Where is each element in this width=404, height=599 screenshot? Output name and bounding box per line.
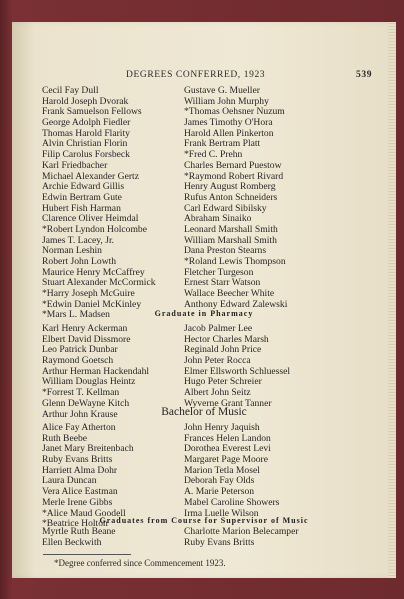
- names-column-right: [184, 86, 287, 310]
- name-entry: William John Murphy: [184, 95, 269, 107]
- name-entry: Dorothea Everest Levi: [184, 443, 271, 455]
- name-entry: Gustave G. Mueller: [184, 85, 260, 96]
- name-entry: Arthur Herman Hackendahl: [42, 365, 150, 377]
- name-entry: Frances Helen Landon: [184, 432, 271, 444]
- name-entry: Ellen Beckwith: [42, 536, 102, 548]
- name-entry: Marion Tetla Mosel: [184, 464, 260, 476]
- name-entry: Margaret Page Moore: [184, 454, 269, 466]
- name-entry: Michael Alexander Gertz: [42, 170, 139, 182]
- name-entry: Ruth Beebe: [42, 432, 88, 444]
- name-entry: James Timothy O'Hora: [184, 117, 273, 129]
- name-entry: *Robert Lyndon Holcombe: [42, 223, 147, 235]
- name-entry: *Beatrice Holton: [42, 518, 108, 530]
- name-entry: *Edwin Daniel McKinley: [42, 298, 142, 310]
- name-entry: Harold Allen Pinkerton: [184, 127, 274, 139]
- name-entry: *Fred C. Prehn: [184, 149, 243, 161]
- name-entry: Vera Alice Eastman: [42, 486, 118, 498]
- name-entry: *Forrest T. Kellman: [42, 387, 120, 399]
- name-entry: Mabel Caroline Showers: [184, 496, 280, 508]
- name-entry: Wallace Beecher White: [184, 288, 275, 300]
- names-column-left: [42, 423, 134, 530]
- name-entry: Robert John Lowth: [42, 256, 117, 267]
- name-entry: Janet Mary Breitenbach: [42, 443, 134, 455]
- name-entry: Alice Fay Atherton: [42, 422, 116, 433]
- name-entry: Cecil Fay Dull: [42, 85, 99, 96]
- name-entry: Leo Patrick Dunbar: [42, 344, 118, 356]
- name-entry: Harold Joseph Dvorak: [42, 95, 129, 107]
- name-entry: Ernest Starr Watson: [184, 277, 261, 289]
- section-title-supervisor: Graduates from Course for Supervisor of Music: [99, 516, 309, 525]
- name-entry: *Raymond Robert Rivard: [184, 170, 284, 182]
- names-column-left: [42, 527, 116, 548]
- name-entry: Jacob Palmer Lee: [184, 323, 253, 334]
- page-edge: [388, 22, 396, 578]
- name-entry: William Douglas Heintz: [42, 376, 136, 388]
- name-entry: John Henry Jaquish: [184, 422, 260, 433]
- name-entry: Elbert David Dissmore: [42, 333, 131, 345]
- name-entry: Hubert Fish Harman: [42, 202, 121, 214]
- names-column-right: [184, 324, 290, 410]
- name-entry: *Roland Lewis Thompson: [184, 256, 286, 267]
- name-entry: Hector Charles Marsh: [184, 333, 269, 345]
- name-entry: Karl Friedbacher: [42, 159, 108, 171]
- name-entry: Ruby Evans Britts: [42, 454, 113, 466]
- section-title-pharmacy: Graduate in Pharmacy: [154, 309, 254, 318]
- name-entry: *Alice Maud Goodell: [42, 507, 126, 519]
- name-entry: *Thomas Oehsner Nuzum: [184, 106, 285, 118]
- document-page: [12, 22, 396, 578]
- section-title-music: Bachelor of Music: [161, 406, 247, 418]
- name-entry: Wyverne Grant Tanner: [184, 397, 272, 409]
- name-entry: William Marshall Smith: [184, 234, 277, 246]
- name-entry: Karl Henry Ackerman: [42, 323, 128, 334]
- name-entry: John Peter Rocca: [184, 355, 251, 367]
- name-entry: Norman Leshin: [42, 245, 102, 257]
- name-entry: Elmer Ellsworth Schluessel: [184, 365, 291, 377]
- name-entry: Ruby Evans Britts: [184, 536, 255, 548]
- name-entry: Rufus Anton Schneiders: [184, 191, 278, 203]
- name-entry: Stuart Alexander McCormick: [42, 277, 156, 289]
- name-entry: A. Marie Peterson: [184, 486, 255, 498]
- name-entry: *Mars L. Madsen: [42, 309, 110, 321]
- footnote-rule: [43, 554, 131, 555]
- name-entry: Leonard Marshall Smith: [184, 223, 278, 235]
- name-entry: Frank Bertram Platt: [184, 138, 261, 150]
- name-entry: Charlotte Marion Belecamper: [184, 526, 299, 537]
- names-column-right: [184, 423, 279, 519]
- header-title: DEGREES CONFERRED, 1923: [126, 70, 266, 80]
- name-entry: Clarence Oliver Heimdal: [42, 213, 139, 225]
- name-entry: Arthur John Krause: [42, 408, 118, 420]
- name-entry: Laura Duncan: [42, 475, 97, 487]
- name-entry: *Harry Joseph McGuire: [42, 288, 135, 300]
- name-entry: Maurice Henry McCaffrey: [42, 266, 145, 278]
- name-entry: Thomas Harold Flarity: [42, 127, 130, 139]
- name-entry: Alvin Christian Florin: [42, 138, 128, 150]
- name-entry: James T. Lacey, Jr.: [42, 234, 115, 246]
- name-entry: Abraham Sinaiko: [184, 213, 252, 225]
- name-entry: Albert John Seitz: [184, 387, 251, 399]
- name-entry: Frank Samuelson Fellows: [42, 106, 142, 118]
- name-entry: Harriett Alma Dohr: [42, 464, 118, 476]
- name-entry: Filip Carolus Forsbeck: [42, 149, 130, 161]
- name-entry: Carl Edward Sibilsky: [184, 202, 267, 214]
- name-entry: Raymond Goetsch: [42, 355, 114, 367]
- name-entry: Fletcher Turgeson: [184, 266, 254, 278]
- name-entry: Anthony Edward Zalewski: [184, 298, 288, 310]
- name-entry: Hugo Peter Schreier: [184, 376, 262, 388]
- name-entry: Reginald John Price: [184, 344, 262, 356]
- name-entry: Dana Preston Stearns: [184, 245, 267, 257]
- page-number: 539: [356, 70, 373, 80]
- name-entry: Deborah Fay Olds: [184, 475, 255, 487]
- names-column-left: [42, 86, 156, 321]
- footnote: *Degree conferred since Commencement 1923.: [54, 558, 226, 568]
- name-entry: Henry August Romberg: [184, 181, 276, 193]
- names-column-right: [184, 527, 299, 548]
- running-header: [12, 70, 396, 84]
- name-entry: Edwin Bertram Gute: [42, 191, 122, 203]
- name-entry: George Adolph Fiedler: [42, 117, 131, 129]
- name-entry: Archie Edward Gillis: [42, 181, 125, 193]
- name-entry: Glenn DeWayne Kitch: [42, 397, 130, 409]
- name-entry: Charles Bernard Puestow: [184, 159, 282, 171]
- name-entry: Merle Irene Gibbs: [42, 496, 113, 508]
- name-entry: Irma Luelle Wilson: [184, 507, 259, 519]
- name-entry: Myrtle Ruth Beane: [42, 526, 116, 537]
